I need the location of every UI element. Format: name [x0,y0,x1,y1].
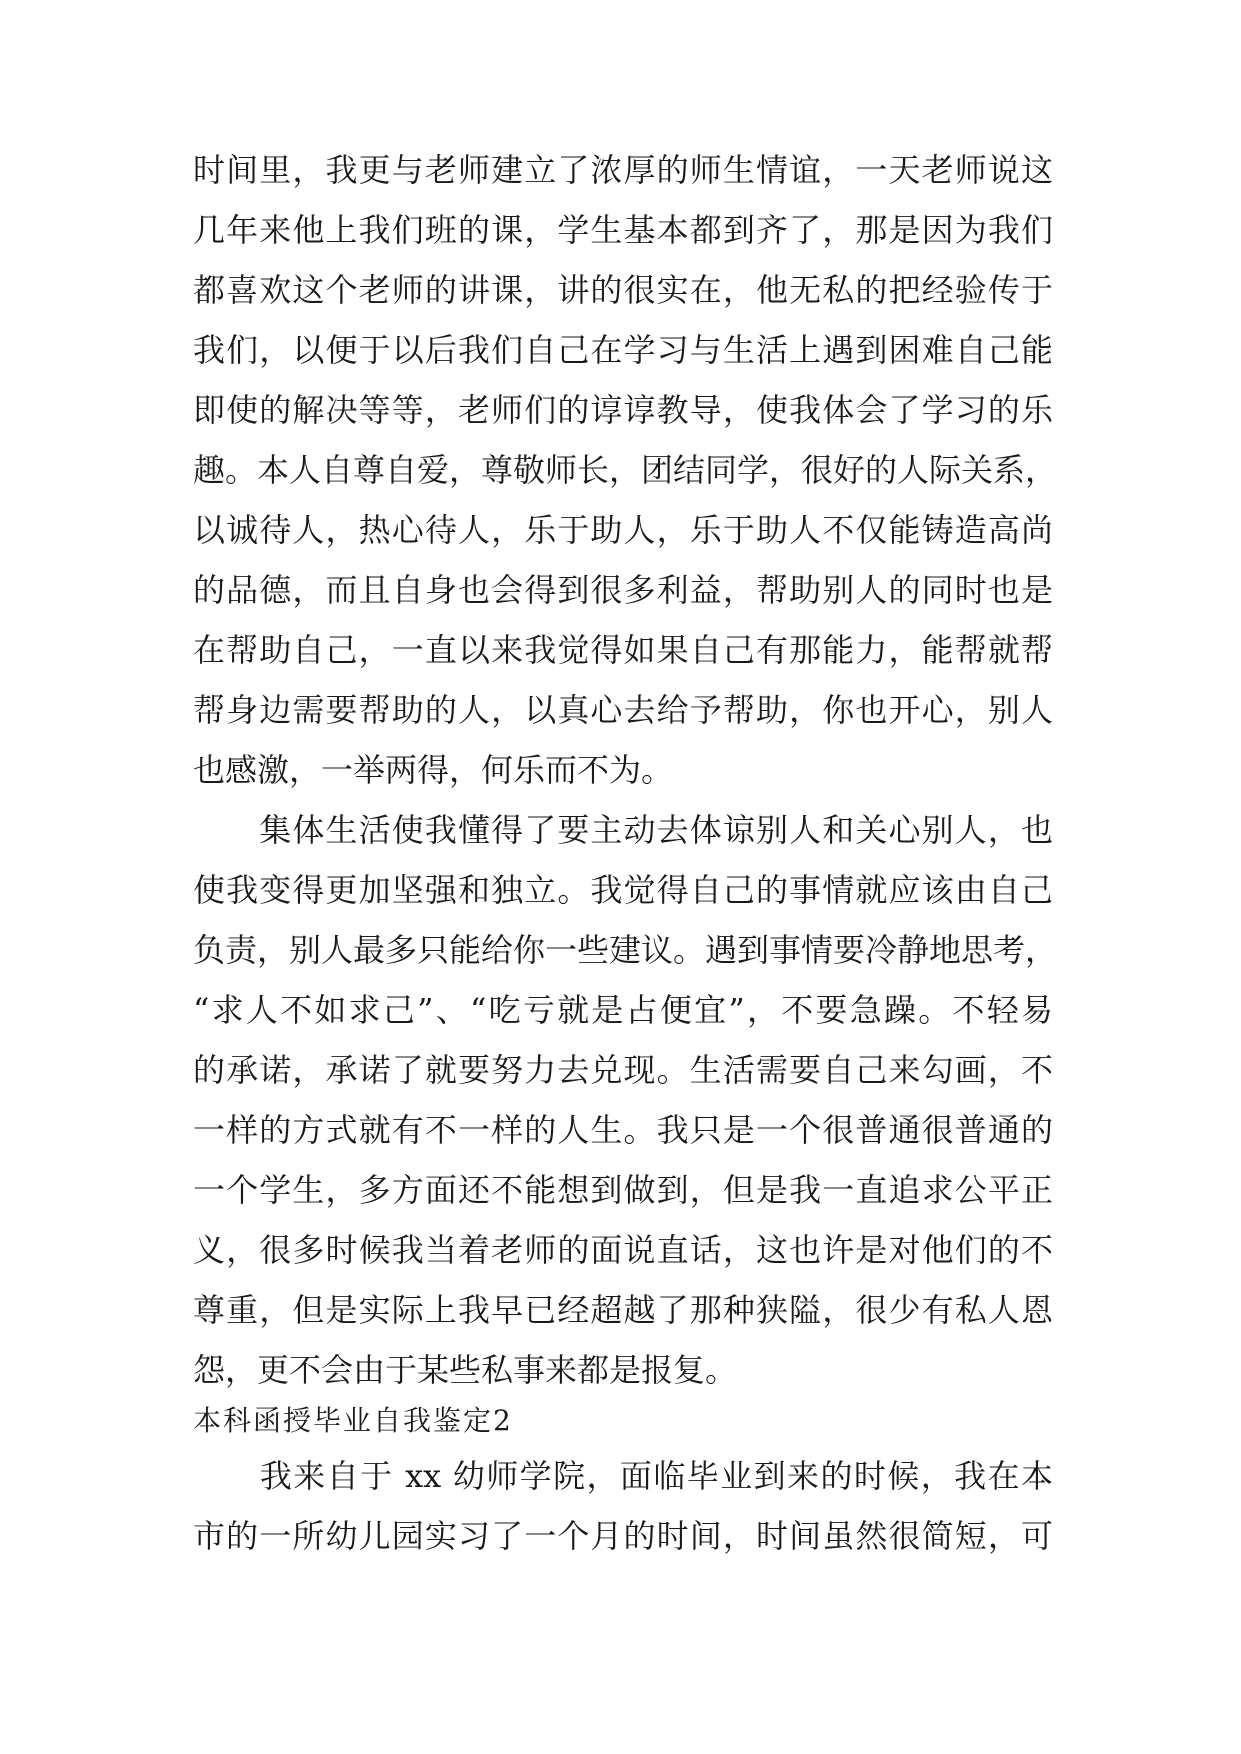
paragraph-line: 在帮助自己，一直以来我觉得如果自己有那能力，能帮就帮 [193,631,1053,669]
paragraph-line: 我们，以便于以后我们自己在学习与生活上遇到困难自己能 [193,331,1053,369]
paragraph-line: 趣。本人自尊自爱，尊敬师长，团结同学，很好的人际关系， [193,451,1058,489]
paragraph-line: 一样的方式就有不一样的人生。我只是一个很普通很普通的 [193,1111,1053,1149]
paragraph-line: 时间里，我更与老师建立了浓厚的师生情谊，一天老师说这 [193,151,1053,189]
paragraph-line: 怨，更不会由于某些私事来都是报复。 [193,1351,738,1389]
paragraph-line: 也感激，一举两得，何乐而不为。 [193,751,674,789]
paragraph-line: 的品德，而且自身也会得到很多利益，帮助别人的同时也是 [193,571,1053,609]
paragraph-line: 尊重，但是实际上我早已经超越了那种狭隘，很少有私人恩 [193,1291,1053,1329]
paragraph-line: 都喜欢这个老师的讲课，讲的很实在，他无私的把经验传于 [193,271,1053,309]
paragraph-line: 帮身边需要帮助的人，以真心去给予帮助，你也开心，别人 [193,691,1053,729]
paragraph-line: 以诚待人，热心待人，乐于助人，乐于助人不仅能铸造高尚 [193,511,1053,549]
paragraph-line: 一个学生，多方面还不能想到做到，但是我一直追求公平正 [193,1171,1053,1209]
paragraph-line: 的承诺，承诺了就要努力去兑现。生活需要自己来勾画，不 [193,1051,1053,1089]
section-heading: 本科函授毕业自我鉴定2 [193,1404,513,1437]
paragraph-line: 集体生活使我懂得了要主动去体谅别人和关心别人，也 [193,811,1053,849]
paragraph-line: 即使的解决等等，老师们的谆谆教导，使我体会了学习的乐 [193,391,1053,429]
paragraph-line: 我来自于 xx 幼师学院，面临毕业到来的时候，我在本 [193,1457,1053,1495]
paragraph-line: 负责，别人最多只能给你一些建议。遇到事情要冷静地思考， [193,931,1058,969]
paragraph-line: 义，很多时候我当着老师的面说直话，这也许是对他们的不 [193,1231,1053,1269]
paragraph-line: 几年来他上我们班的课，学生基本都到齐了，那是因为我们 [193,211,1053,249]
paragraph-line: 市的一所幼儿园实习了一个月的时间，时间虽然很简短，可 [193,1517,1053,1555]
paragraph-line: 使我变得更加坚强和独立。我觉得自己的事情就应该由自己 [193,871,1053,909]
paragraph-line: “求人不如求己”、“吃亏就是占便宜”，不要急躁。不轻易 [193,991,1053,1029]
